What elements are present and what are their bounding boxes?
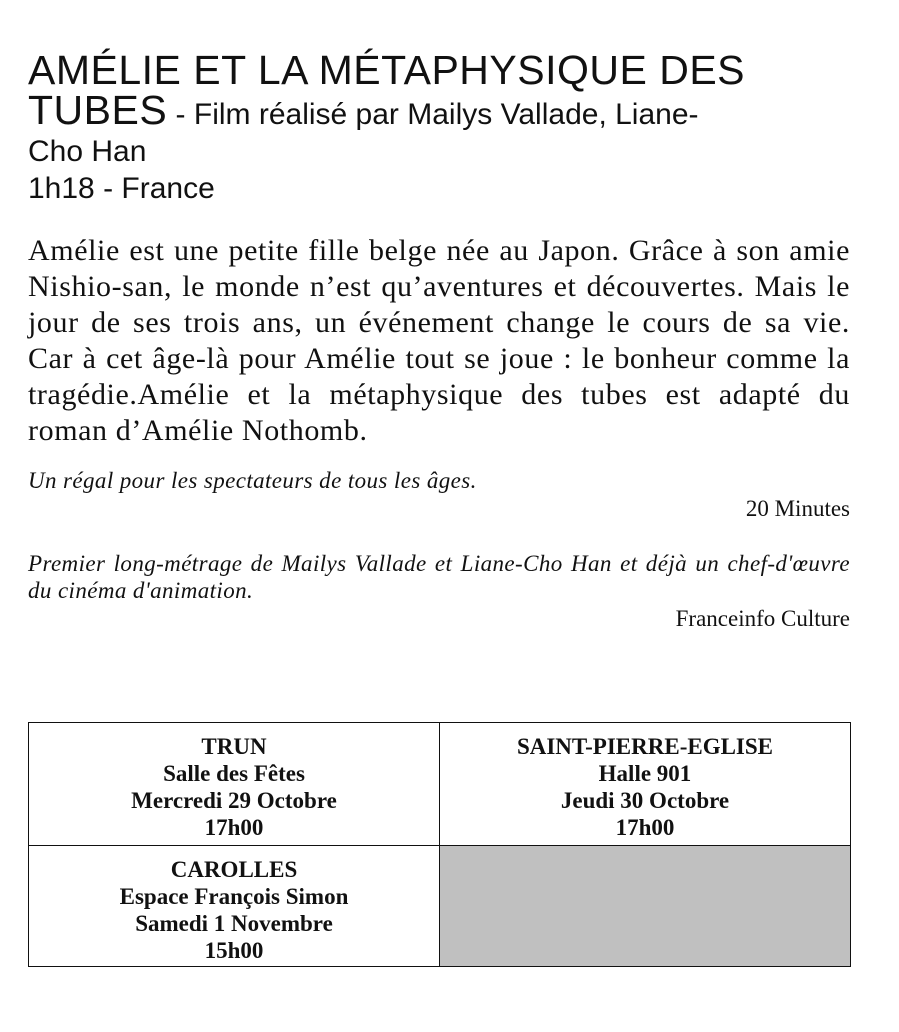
review [28,550,850,634]
screening-venue: Halle 901 [598,761,692,786]
screenings-table [28,722,851,967]
film-header [28,47,850,207]
screening-time: 15h00 [204,938,264,963]
review-quote: Un régal pour les spectateurs de tous les âges. [28,468,477,493]
screening-cell [29,723,440,846]
screening-town: CAROLLES [170,857,298,882]
empty-screening-cell [440,846,851,967]
film-directors: - Film réalisé par Mailys Vallade, Liane- [167,98,699,131]
film-synopsis: Amélie est une petite fille belge née au Japon. Grâce à son amie Nishio-san, le monde n’est qu’aventures et découvertes. Mais le jour de ses trois ans, un événement change le cours de sa vie. Car à cet âge-là pour Amélie tout se joue : le bonheur comme la tragédie.Amélie et la métaphysique des tubes est adapté du roman d’Amélie Nothomb. [28,234,850,447]
review-source: 20 Minutes [745,496,850,521]
film-listing [28,47,850,963]
screening-time: 17h00 [615,815,675,840]
review-quote: Premier long-métrage de Mailys Vallade et Liane-Cho Han et déjà un chef-d'œuvre du cinéma d'animation. [28,551,850,603]
screening-time: 17h00 [204,815,264,840]
screening-cell [440,723,851,846]
film-title-line-2 [28,87,850,133]
review-source: Franceinfo Culture [675,606,850,631]
screening-date: Mercredi 29 Octobre [131,788,337,813]
film-title-line-1: AMÉLIE ET LA MÉTAPHYSIQUE DES [28,47,746,93]
screenings-row [29,723,851,846]
review [28,467,850,524]
screening-cell [29,846,440,967]
screening-town: SAINT-PIERRE-EGLISE [516,734,774,759]
screenings-row [29,846,851,967]
screening-venue: Salle des Fêtes [163,761,305,786]
screening-date: Jeudi 30 Octobre [560,788,730,813]
screening-venue: Espace François Simon [119,884,349,909]
screening-town: TRUN [201,734,267,759]
screening-date: Samedi 1 Novembre [135,911,333,936]
film-title-end: TUBES [28,87,168,133]
film-duration-country: 1h18 - France [28,172,215,205]
film-directors-continued: Cho Han [28,135,147,168]
